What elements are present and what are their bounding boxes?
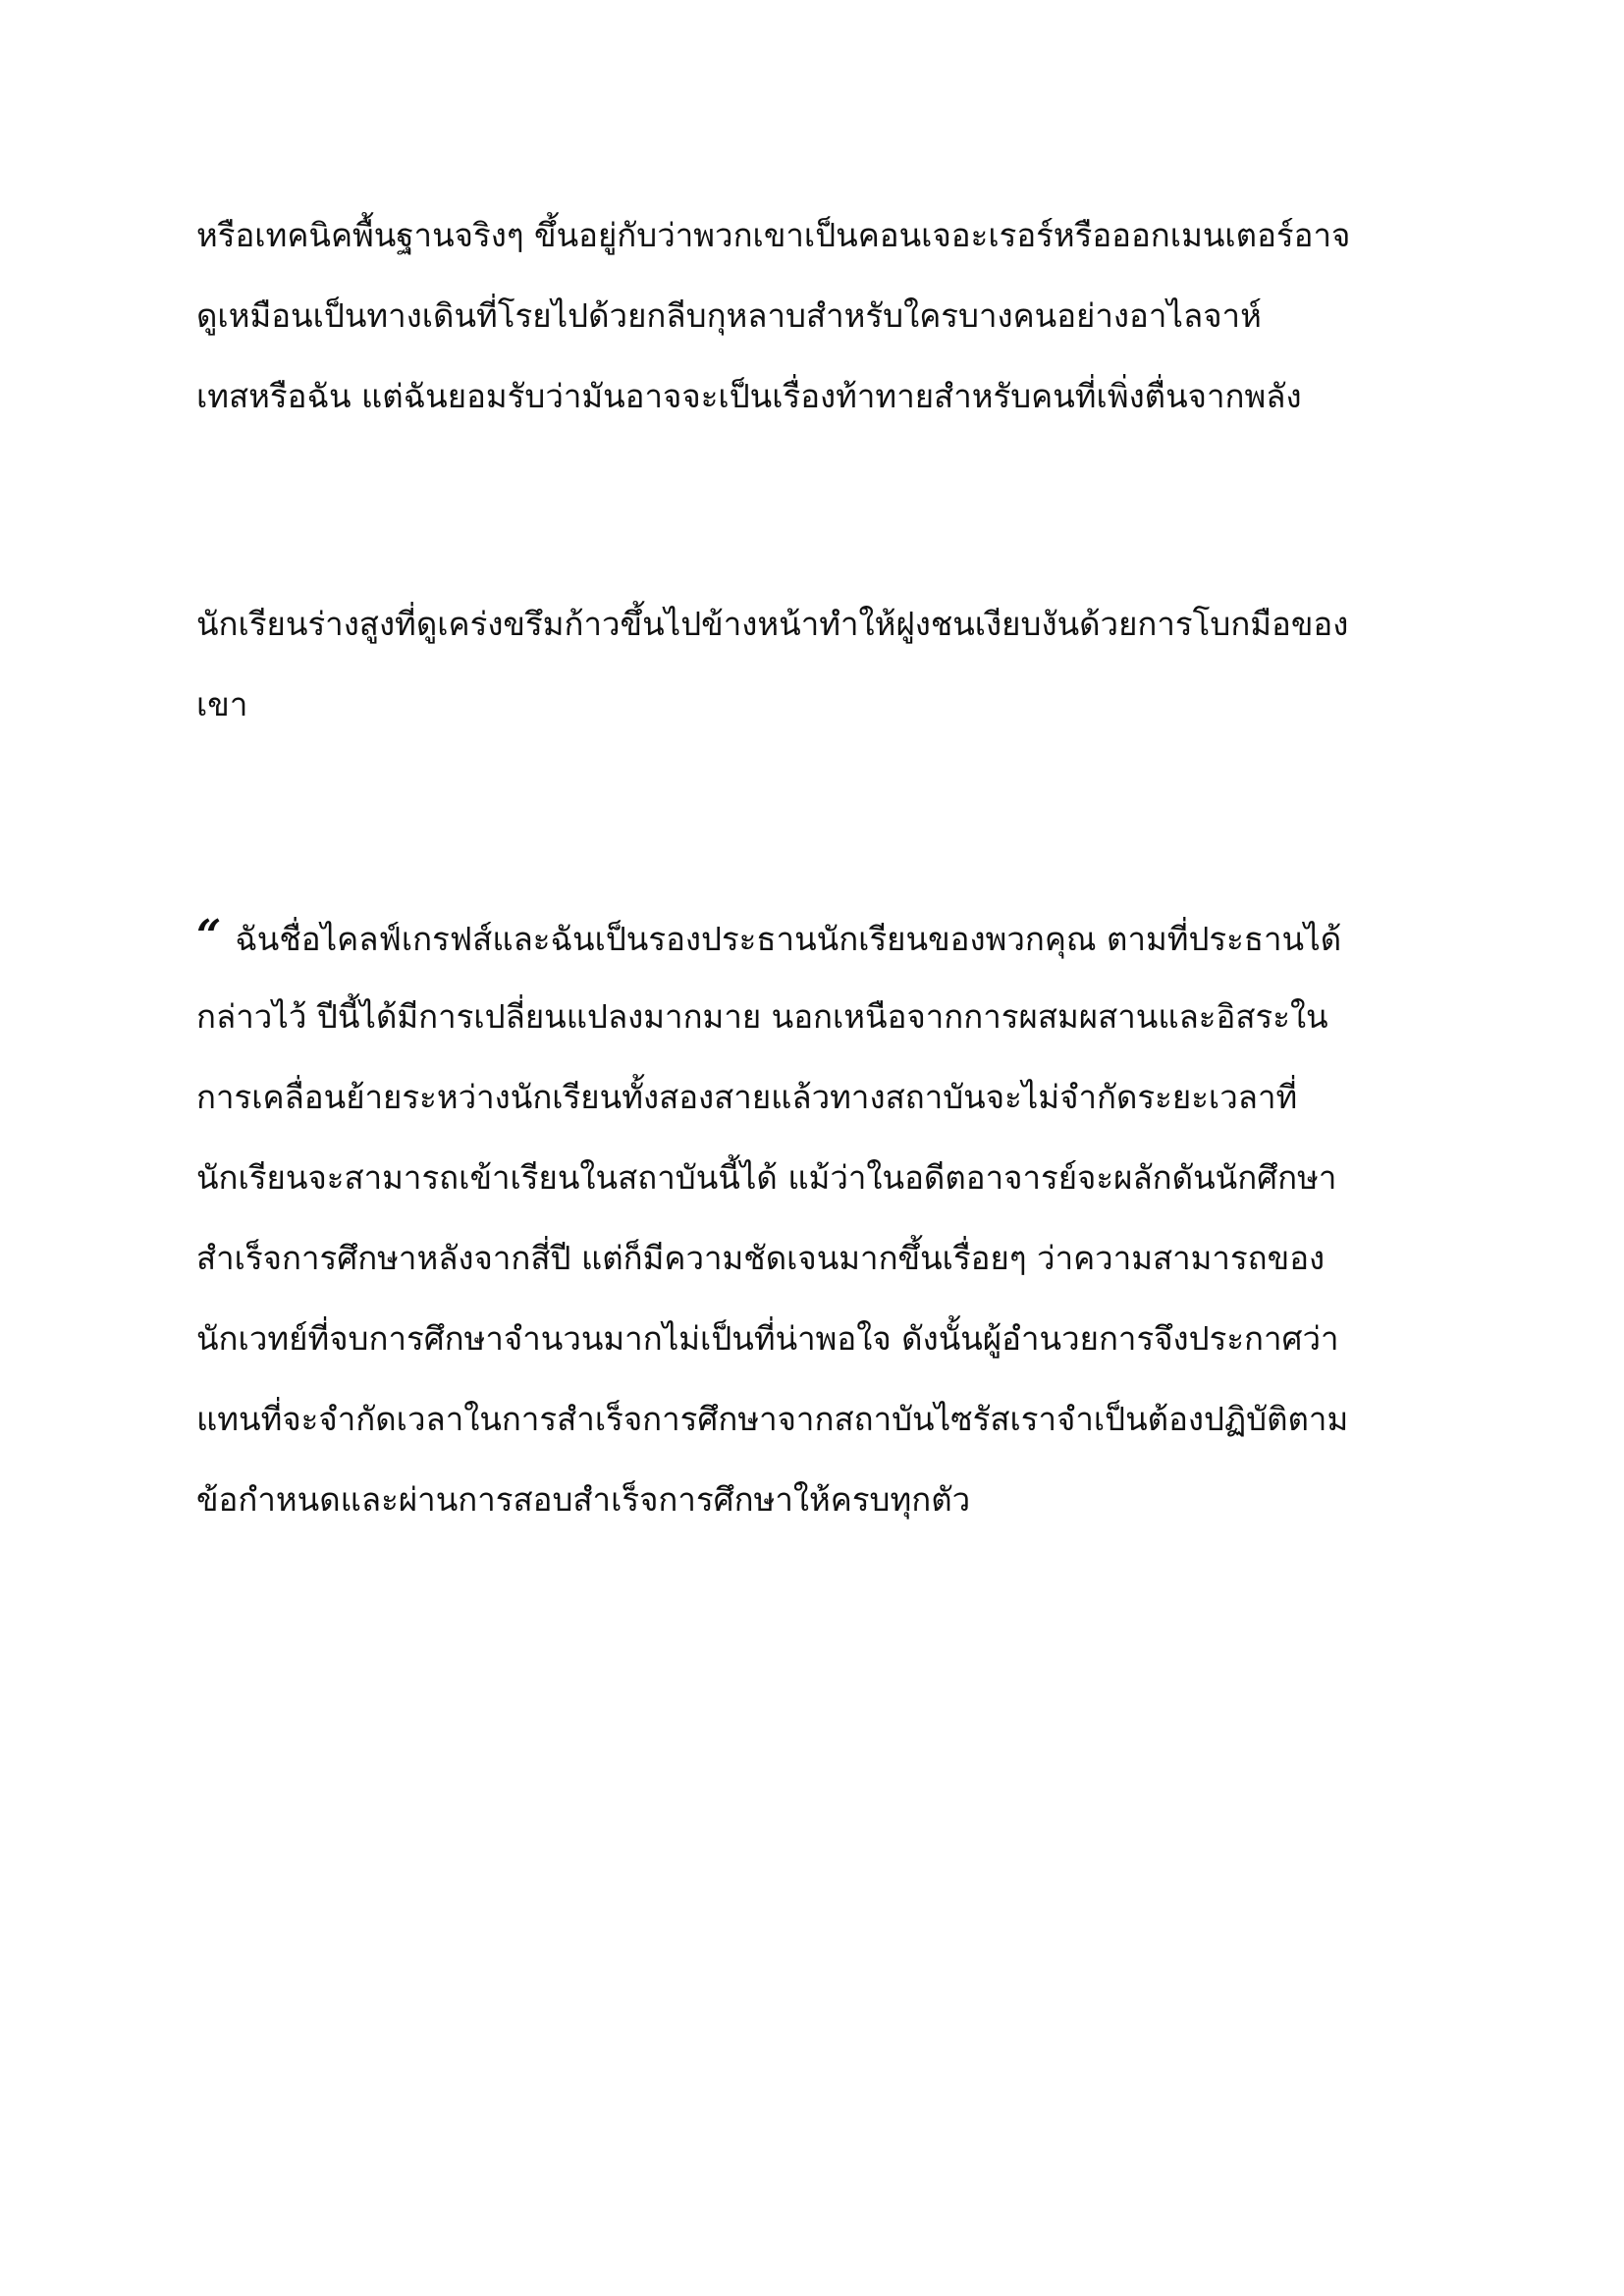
text-line: หรือเทคนิคพื้นฐานจริงๆ ขึ้นอยู่กับว่าพวกเขาเป็นคอนเจอะเรอร์หรือออกเมนเตอร์อาจ [196, 216, 1351, 254]
text-line-content: ฉันชื่อไคลฟ์เกรฟส์และฉันเป็นรองประธานนักเรียนของพวกคุณ ตามที่ประธานได้ [235, 920, 1342, 958]
text-line: สำเร็จการศึกษาหลังจากสี่ปี แต่ก็มีความชัดเจนมากขึ้นเรื่อยๆ ว่าความสามารถของ [196, 1239, 1326, 1277]
text-line: กล่าวไว้ ปีนี้ได้มีการเปลี่ยนแปลงมากมาย นอกเหนือจากการผสมผสานและอิสระใน [196, 997, 1328, 1036]
text-line: เทสหรือฉัน แต่ฉันยอมรับว่ามันอาจจะเป็นเรื่องท้าทายสำหรับคนที่เพิ่งตื่นจากพลัง [196, 377, 1302, 415]
text-line: เขา [196, 685, 248, 723]
text-line [196, 897, 1341, 976]
quote-mark: “ [196, 911, 222, 961]
text-line: แทนที่จะจำกัดเวลาในการสำเร็จการศึกษาจากสถาบันไซรัสเราจำเป็นต้องปฏิบัติตาม [196, 1400, 1349, 1438]
text-line: ดูเหมือนเป็นทางเดินที่โรยไปด้วยกลีบกุหลาบสำหรับใครบางคนอย่างอาไลจาห์ [196, 296, 1262, 335]
text-line: การเคลื่อนย้ายระหว่างนักเรียนทั้งสองสายแล้วทางสถาบันจะไม่จำกัดระยะเวลาที่ [196, 1078, 1298, 1116]
text-line: นักเวทย์ที่จบการศึกษาจำนวนมากไม่เป็นที่น่าพอใจ ดังนั้นผู้อำนวยการจึงประกาศว่า [196, 1319, 1339, 1358]
text-line: นักเรียนร่างสูงที่ดูเคร่งขรึมก้าวขึ้นไปข้างหน้าทำให้ฝูงชนเงียบงันด้วยการโบกมือของ [196, 605, 1349, 643]
text-line: ข้อกำหนดและผ่านการสอบสำเร็จการศึกษาให้ครบทุกตัว [196, 1480, 971, 1519]
text-line: นักเรียนจะสามารถเข้าเรียนในสถาบันนี้ได้ แม้ว่าในอดีตอาจารย์จะผลักดันนักศึกษา [196, 1158, 1337, 1197]
